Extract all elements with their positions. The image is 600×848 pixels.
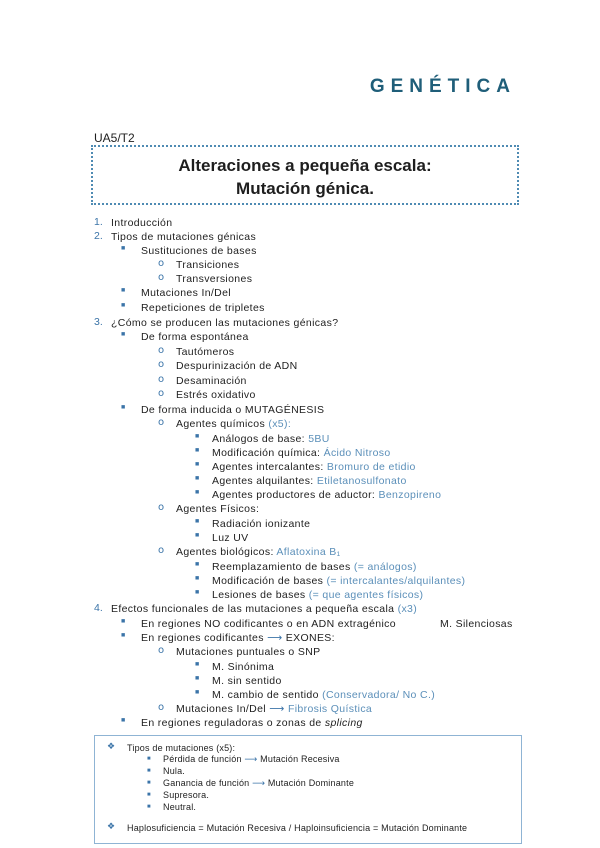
title-line-1: Alteraciones a pequeña escala: xyxy=(178,156,432,175)
item-result: EXONES: xyxy=(285,632,335,644)
outline-item: M. Sinónima xyxy=(212,661,275,673)
outline-item: De forma espontánea xyxy=(141,331,249,343)
item-label: Efectos funcionales de las mutaciones a pequeña escala xyxy=(111,603,395,615)
outline-item: Agentes Físicos: xyxy=(176,503,260,515)
item-note: (Conservadora/ No C.) xyxy=(322,689,436,701)
summary-result: Mutación Recesiva xyxy=(260,754,340,764)
bullet-square: ■ xyxy=(121,287,126,294)
item-note: (x3) xyxy=(397,603,418,615)
summary-note: Haplosuficiencia = Mutación Recesiva / Haploinsuficiencia = Mutación Dominante xyxy=(127,823,468,833)
bullet-square: ■ xyxy=(121,717,126,724)
item-note: 5BU xyxy=(308,433,330,445)
outline-item-tipos: Tipos de mutaciones génicas xyxy=(111,231,257,243)
outline-item: Estrés oxidativo xyxy=(176,389,256,401)
outline-item-intro: Introducción xyxy=(111,217,173,229)
outline-item: Sustituciones de bases xyxy=(141,245,257,257)
brand-title: GENÉTICA xyxy=(369,76,516,97)
arrow-right-icon: ⟶ xyxy=(252,779,266,789)
outline-number: 1. xyxy=(94,216,103,228)
item-label: Mutaciones In/Del xyxy=(176,703,266,715)
item-note: Aflatoxina B₁ xyxy=(276,546,341,558)
summary-label: Pérdida de función xyxy=(163,754,242,764)
bullet-circle: o xyxy=(158,502,165,513)
bullet-square: ■ xyxy=(121,331,126,338)
outline-item xyxy=(176,702,372,716)
item-label: Agentes productores de aductor: xyxy=(212,489,376,501)
bullet-square: ■ xyxy=(121,245,126,252)
item-note: Etiletanosulfonato xyxy=(316,475,407,487)
bullet-circle: o xyxy=(158,645,165,656)
bullet-circle: o xyxy=(158,359,165,370)
diamond-bullet-icon: ❖ xyxy=(107,822,116,832)
outline-item xyxy=(212,446,391,460)
outline-item xyxy=(212,560,417,574)
item-note: (= que agentes físicos) xyxy=(308,589,424,601)
bullet-square: ■ xyxy=(147,792,151,798)
outline-item: Radiación ionizante xyxy=(212,518,311,530)
outline-item xyxy=(176,417,291,431)
outline-item xyxy=(141,716,363,730)
bullet-square: ■ xyxy=(195,661,200,668)
outline-item: Tautómeros xyxy=(176,346,235,358)
bullet-square: ■ xyxy=(195,447,200,454)
outline-item: Transiciones xyxy=(176,259,240,271)
item-label: Agentes químicos xyxy=(176,418,266,430)
arrow-right-icon: ⟶ xyxy=(267,632,283,644)
outline-item: Repeticiones de tripletes xyxy=(141,302,265,314)
summary-item: Neutral. xyxy=(163,802,197,812)
bullet-square: ■ xyxy=(195,433,200,440)
outline-item: Luz UV xyxy=(212,532,249,544)
item-label: Análogos de base: xyxy=(212,433,305,445)
outline-item: En regiones NO codificantes o en ADN extragénico xyxy=(141,618,396,630)
bullet-square: ■ xyxy=(195,518,200,525)
summary-result: Mutación Dominante xyxy=(267,778,355,788)
bullet-square: ■ xyxy=(121,618,126,625)
bullet-circle: o xyxy=(158,374,165,385)
item-label: M. cambio de sentido xyxy=(212,689,319,701)
title-box xyxy=(91,145,519,205)
item-note: Benzopireno xyxy=(378,489,442,501)
item-label: Modificación de bases xyxy=(212,575,324,587)
item-note: (= análogos) xyxy=(353,561,417,573)
bullet-square: ■ xyxy=(147,780,151,786)
bullet-square: ■ xyxy=(121,632,126,639)
bullet-circle: o xyxy=(158,258,165,269)
summary-item: Nula. xyxy=(163,766,186,776)
bullet-circle: o xyxy=(158,417,165,428)
outline-item-efectos xyxy=(111,602,417,616)
outline-item: De forma inducida o MUTAGÉNESIS xyxy=(141,404,325,416)
bullet-square: ■ xyxy=(147,756,151,762)
unit-code: UA5/T2 xyxy=(94,131,135,145)
outline-number: 3. xyxy=(94,316,103,328)
outline-item xyxy=(141,631,335,645)
item-note: Fibrosis Quística xyxy=(287,703,373,715)
bullet-square: ■ xyxy=(195,675,200,682)
item-note: Ácido Nitroso xyxy=(323,447,391,459)
outline-item: M. sin sentido xyxy=(212,675,282,687)
item-label: Modificación química: xyxy=(212,447,321,459)
summary-box xyxy=(94,735,522,844)
outline-item-como: ¿Cómo se producen las mutaciones génicas? xyxy=(111,317,339,329)
outline-item xyxy=(212,460,416,474)
outline-number: 4. xyxy=(94,602,103,614)
summary-label: Ganancia de función xyxy=(163,778,250,788)
summary-item: Supresora. xyxy=(163,790,210,800)
diamond-bullet-icon: ❖ xyxy=(107,742,116,752)
item-label: Reemplazamiento de bases xyxy=(212,561,351,573)
outline-item: Mutaciones In/Del xyxy=(141,287,231,299)
bullet-square: ■ xyxy=(195,589,200,596)
bullet-circle: o xyxy=(158,272,165,283)
item-note: (x5): xyxy=(268,418,292,430)
bullet-square: ■ xyxy=(147,768,151,774)
outline-item xyxy=(212,432,330,446)
arrow-right-icon: ⟶ xyxy=(244,755,258,765)
item-note: (= intercalantes/alquilantes) xyxy=(326,575,466,587)
bullet-circle: o xyxy=(158,345,165,356)
item-label: Agentes biológicos: xyxy=(176,546,274,558)
bullet-square: ■ xyxy=(195,575,200,582)
title-line-2: Mutación génica. xyxy=(236,179,374,198)
item-label: Lesiones de bases xyxy=(212,589,306,601)
bullet-square: ■ xyxy=(195,561,200,568)
bullet-square: ■ xyxy=(121,404,126,411)
bullet-square: ■ xyxy=(147,804,151,810)
item-italic: splicing xyxy=(324,717,363,729)
bullet-square: ■ xyxy=(195,461,200,468)
outline-item xyxy=(212,588,423,602)
bullet-circle: o xyxy=(158,702,165,713)
bullet-circle: o xyxy=(158,388,165,399)
outline-item: Desaminación xyxy=(176,375,247,387)
item-label: Agentes alquilantes: xyxy=(212,475,314,487)
bullet-square: ■ xyxy=(121,302,126,309)
bullet-square: ■ xyxy=(195,532,200,539)
outline-number: 2. xyxy=(94,230,103,242)
outline-item: Transversiones xyxy=(176,273,253,285)
item-note: Bromuro de etidio xyxy=(326,461,416,473)
outline-item: Despurinización de ADN xyxy=(176,360,298,372)
outline-item xyxy=(176,545,341,559)
item-label: En regiones codificantes xyxy=(141,632,264,644)
bullet-square: ■ xyxy=(195,689,200,696)
outline-item xyxy=(212,688,435,702)
bullet-square: ■ xyxy=(195,475,200,482)
outline-item xyxy=(212,488,441,502)
summary-item xyxy=(163,753,340,766)
summary-heading: Tipos de mutaciones (x5): xyxy=(127,743,236,753)
outline-item xyxy=(212,574,465,588)
outline-item: Mutaciones puntuales o SNP xyxy=(176,646,321,658)
item-label: Agentes intercalantes: xyxy=(212,461,324,473)
bullet-square: ■ xyxy=(195,489,200,496)
arrow-right-icon: ⟶ xyxy=(269,703,285,715)
item-label: En regiones reguladoras o zonas de xyxy=(141,717,322,729)
bullet-circle: o xyxy=(158,545,165,556)
outline-item xyxy=(212,474,407,488)
outline-item-result: M. Silenciosas xyxy=(440,618,513,630)
